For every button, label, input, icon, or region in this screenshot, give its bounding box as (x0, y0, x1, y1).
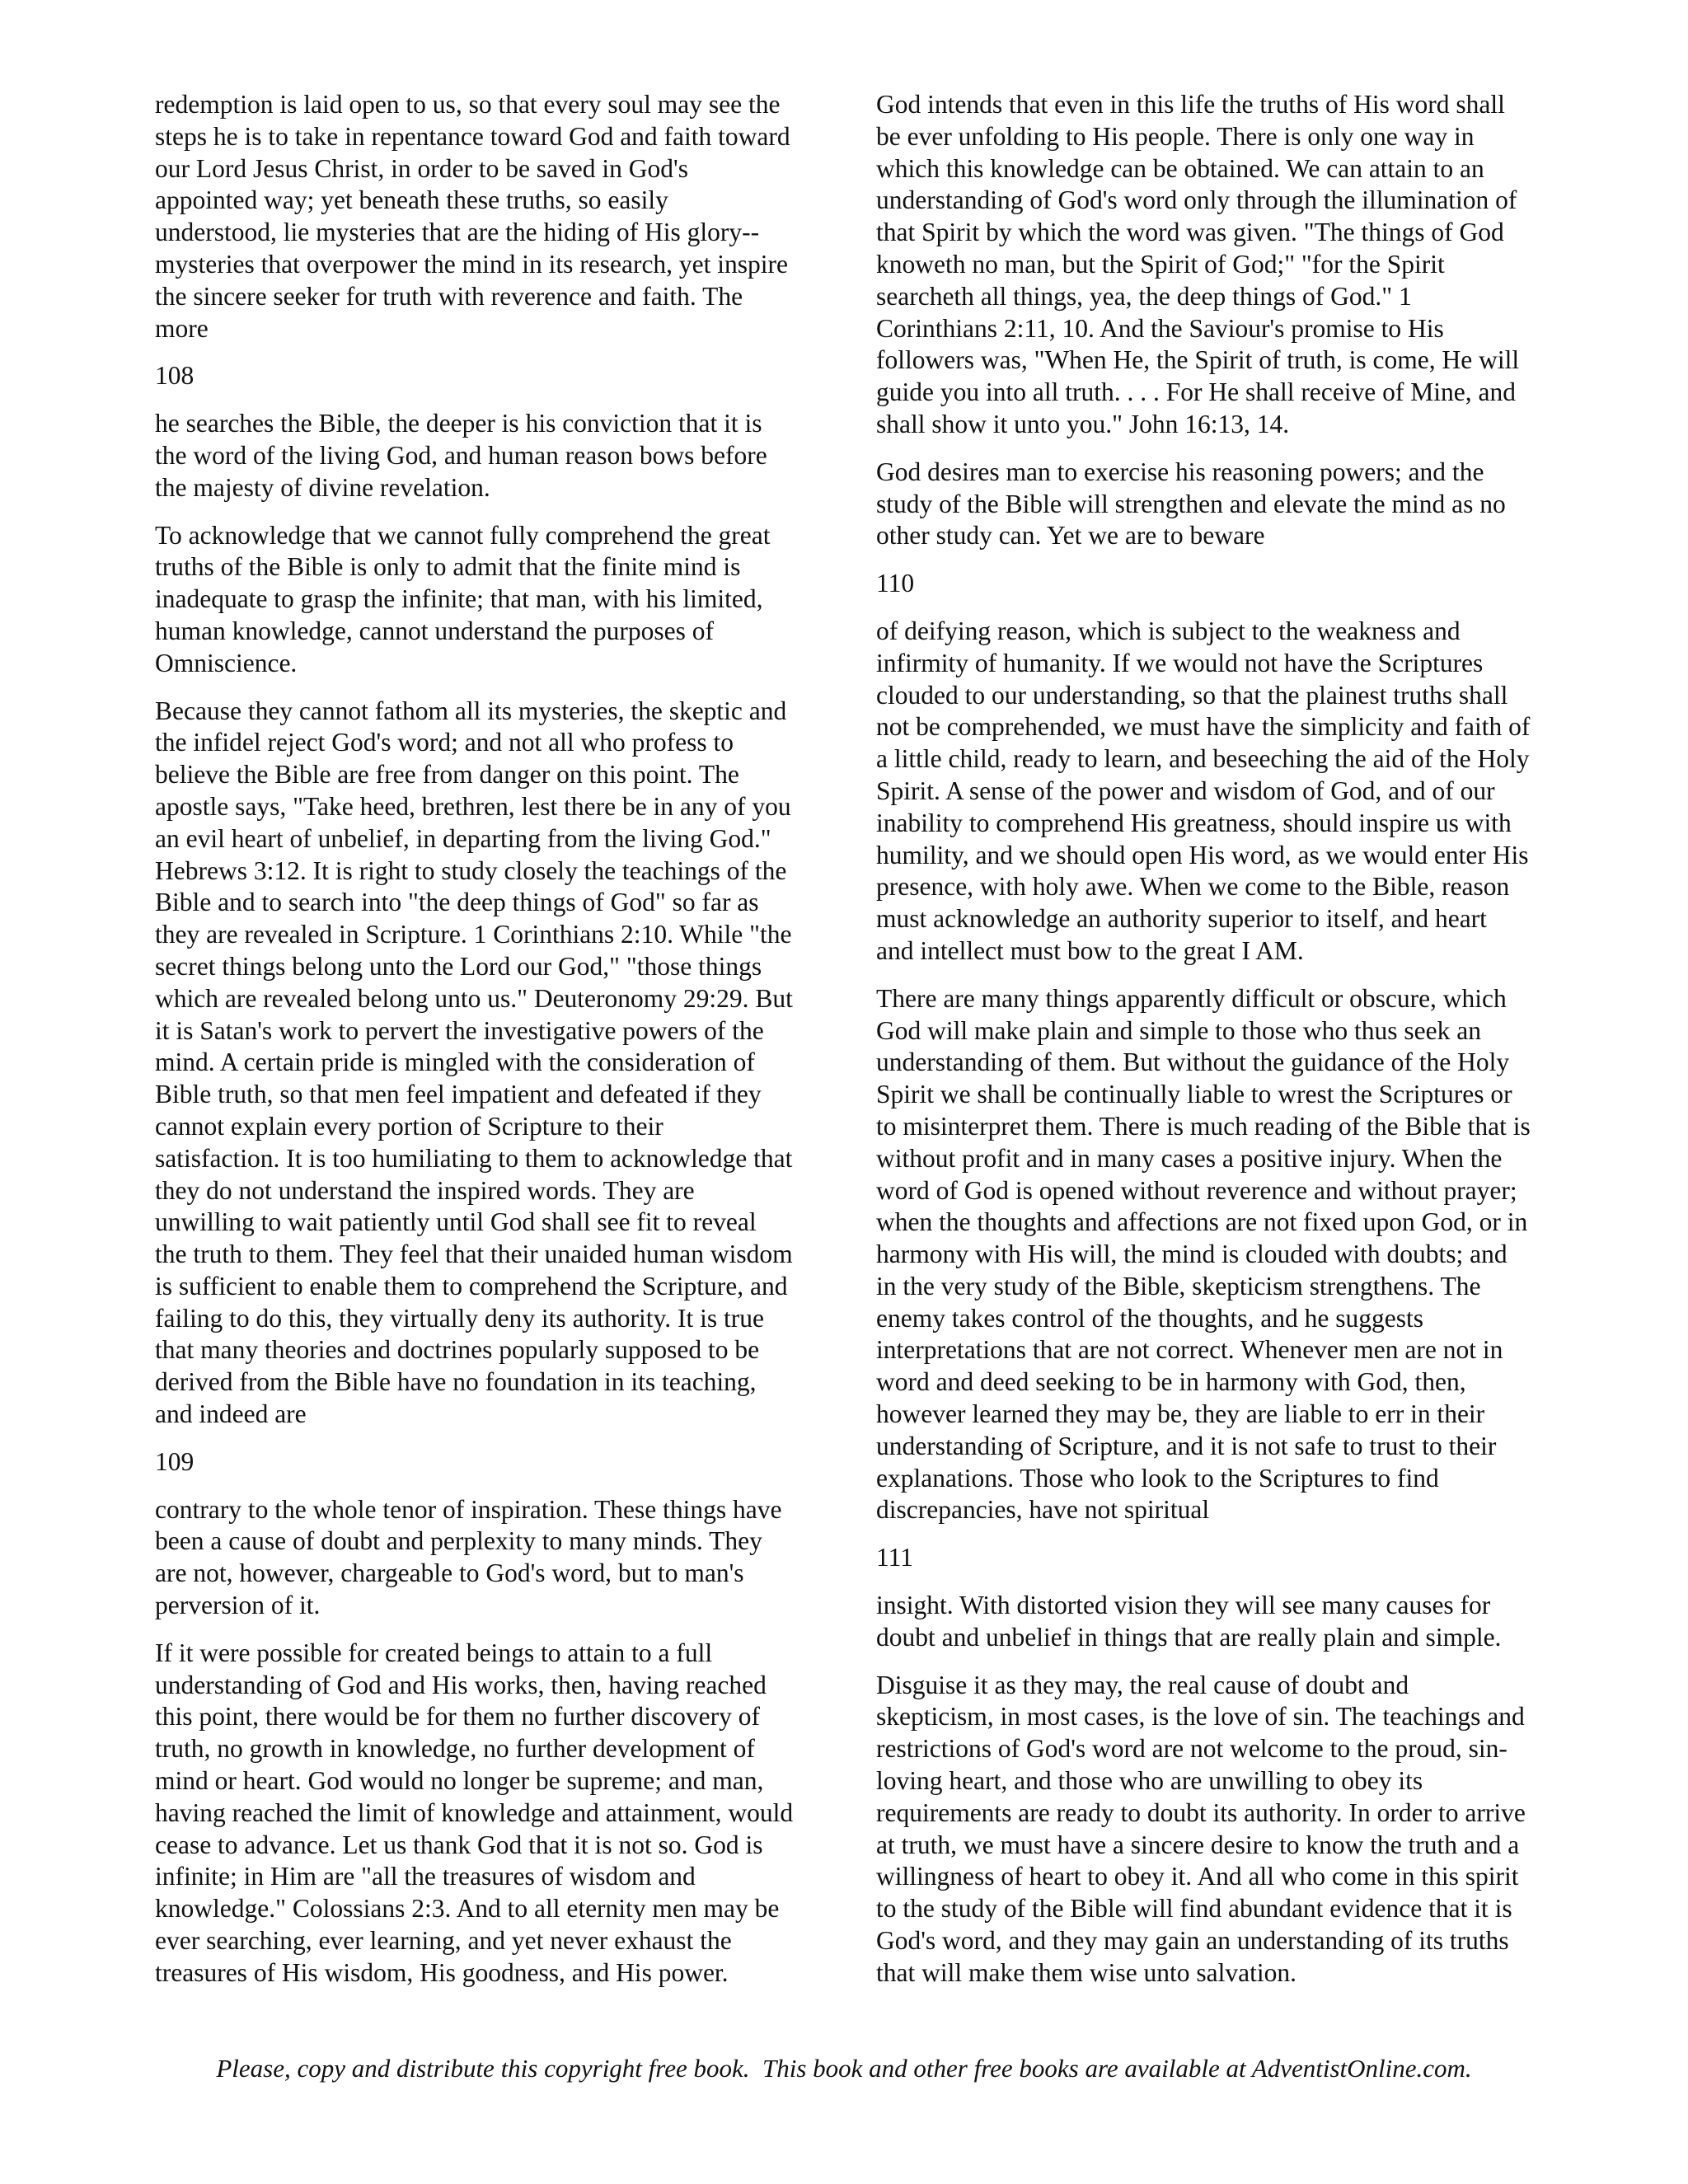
paragraph: There are many things apparently difficult or obscure, which God will make plain and simple to those who thus seek an understanding of them. But without the guidance of the Holy Spirit we shall be continually liable to wrest the Scriptures or to misinterpret them. There is much reading of the Bible that is without profit and in many cases a positive injury. When the word of God is opened without reverence and without prayer; when the thoughts and affections are not fixed upon God, or in harmony with His will, the mind is clouded with doubts; and in the very study of the Bible, skepticism strengthens. The enemy takes control of the thoughts, and he suggests interpretations that are not correct. Whenever men are not in word and deed seeking to be in harmony with God, then, however learned they may be, they are liable to err in their understanding of Scripture, and it is not safe to trust to their explanations. Those who look to the Scriptures to find discrepancies, have not spiritual (876, 983, 1531, 1525)
paragraph: If it were possible for created beings to attain to a full understanding of God and His works, then, having reached this point, there would be for them no further discovery of truth, no growth in knowledge, no further development of mind or heart. God would no longer be supreme; and man, having reached the limit of knowledge and attainment, would cease to advance. Let us thank God that it is not so. God is infinite; in Him are "all the treasures of wisdom and knowledge." Colossians 2:3. And to all eternity men may be ever searching, ever learning, and yet never exhaust the treasures of His wisdom, His goodness, and His power. (155, 1638, 794, 1987)
left-column (155, 89, 824, 2005)
paragraph: Disguise it as they may, the real cause of doubt and skepticism, in most cases, is the love of sin. The teachings and restrictions of God's word are not welcome to the proud, sin- loving heart, and those who are unwilling to obey its requirements are ready to doubt its authority. In order to arrive at truth, we must have a sincere desire to know the truth and a willingness of heart to obey it. And all who come in this spirit to the study of the Bible will find abundant evidence that it is God's word, and they may gain an understanding of its truths that will make them wise unto salvation. (876, 1670, 1526, 1987)
page-number-108: 108 (155, 361, 195, 391)
paragraph: he searches the Bible, the deeper is his conviction that it is the word of the living God, and human reason bows before the majesty of divine revelation. (155, 409, 767, 502)
page-number-110: 110 (876, 569, 915, 598)
paragraph: To acknowledge that we cannot fully comprehend the great truths of the Bible is only to admit that the finite mind is inadequate to grasp the infinite; that man, with his limited, human knowledge, cannot understand the purposes of Omniscience. (155, 520, 771, 677)
paragraph: contrary to the whole tenor of inspiration. These things have been a cause of doubt and perplexity to many minds. They are not, however, chargeable to God's word, but to man's perversion of it. (155, 1494, 782, 1620)
paragraph: Because they cannot fathom all its mysteries, the skeptic and the infidel reject God's word; and not all who profess to believe the Bible are free from danger on this point. The apostle says, "Take heed, brethren, lest there be in any of you an evil heart of unbelief, in departing from the living God." Hebrews 3:12. It is right to study closely the teachings of the Bible and to search into "the deep things of God" so far as they are revealed in Scripture. 1 Corinthians 2:10. While "the secret things belong unto the Lord our God," "those things which are revealed belong unto us." Deuteronomy 29:29. But it is Satan's work to pervert the investigative powers of the mind. A certain pride is mingled with the consideration of Bible truth, so that men feel impatient and defeated if they cannot explain every portion of Scripture to their satisfaction. It is too humiliating to them to acknowledge that they do not understand the inspired words. They are unwilling to wait patiently until God shall see fit to reveal the truth to them. They feel that their unaided human wisdom is sufficient to enable them to comprehend the Scripture, and failing to do this, they virtually deny its authority. It is true that many theories and doctrines popularly supposed to be derived from the Bible have no foundation in its teaching, and indeed are (155, 696, 793, 1429)
paragraph: God intends that even in this life the truths of His word shall be ever unfolding to His people. There is only one way in which this knowledge can be obtained. We can attain to an understanding of God's word only through the illumination of that Spirit by which the word was given. "The things of God knoweth no man, but the Spirit of God;" "for the Spirit searcheth all things, yea, the deep things of God." 1 Corinthians 2:11, 10. And the Saviour's promise to His followers was, "When He, the Spirit of truth, is come, He will guide you into all truth. . . . For He shall receive of Mine, and shall show it unto you." John 16:13, 14. (876, 90, 1520, 438)
page-number-109: 109 (155, 1446, 195, 1476)
paragraph: redemption is laid open to us, so that every soul may see the steps he is to take in repentance toward God and faith toward our Lord Jesus Christ, in order to be saved in God's appointed way; yet beneath these truths, so easily understood, lie mysteries that are the hiding of His glory-- mysteries that overpower the mind in its research, yet inspire the sincere seeker for truth with reverence and faith. The more (155, 90, 790, 343)
page-number-111: 111 (876, 1543, 913, 1572)
paragraph: of deifying reason, which is subject to the weakness and infirmity of humanity. If we would not have the Scriptures clouded to our understanding, so that the plainest truths shall not be comprehended, we must have the simplicity and faith of a little child, ready to learn, and beseeching the aid of the Holy Spirit. A sense of the power and wisdom of God, and of our inability to comprehend His greatness, should inspire us with humility, and we should open His word, as we would enter His presence, with holy awe. When we come to the Bible, reason must acknowledge an authority superior to itself, and heart and intellect must bow to the great I AM. (876, 616, 1531, 965)
paragraph: God desires man to exercise his reasoning powers; and the study of the Bible will strengthen and elevate the mind as no other study can. Yet we are to beware (876, 457, 1506, 551)
right-column (876, 89, 1545, 2005)
paragraph: insight. With distorted vision they will see many causes for doubt and unbelief in things that are really plain and simple. (876, 1591, 1502, 1652)
footer-note: Please, copy and distribute this copyright free book. This book and other free books are available at AdventistOnline.com. (216, 2054, 1472, 2083)
